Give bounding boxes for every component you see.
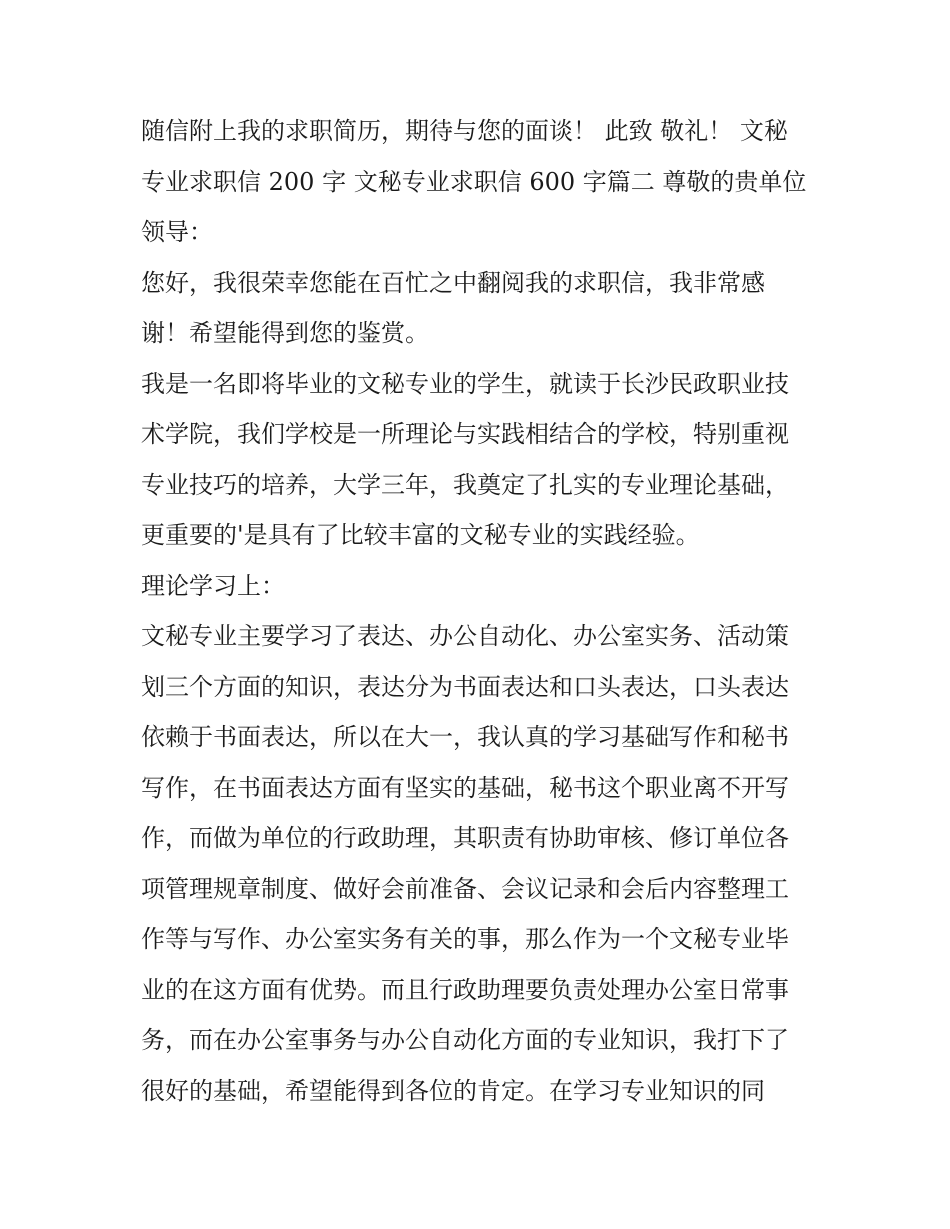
text-line: 术学院，我们学校是一所理论与实践相结合的学校，特别重视	[141, 420, 789, 448]
text-line: 业的在这方面有优势。而且行政助理要负责处理办公室日常事	[141, 975, 789, 1004]
text-line: 专业求职信 200 字 文秘专业求职信 600 字篇二 尊敬的贵单位	[141, 167, 807, 196]
text-line: 谢！希望能得到您的鉴赏。	[141, 319, 429, 347]
text-line: 我是一名即将毕业的文秘专业的学生，就读于长沙民政职业技	[141, 369, 789, 398]
text-line: 领导：	[141, 218, 213, 246]
text-line: 理论学习上：	[141, 571, 285, 600]
document-body	[141, 106, 821, 1116]
text-line: 依赖于书面表达，所以在大一，我认真的学习基础写作和秘书	[141, 723, 789, 751]
text-line: 作等与写作、办公室实务有关的事，那么作为一个文秘专业毕	[141, 925, 789, 953]
text-line: 文秘专业主要学习了表达、办公自动化、办公室实务、活动策	[141, 622, 789, 650]
text-line: 划三个方面的知识，表达分为书面表达和口头表达，口头表达	[141, 672, 789, 701]
text-line: 更重要的'是具有了比较丰富的文秘专业的实践经验。	[141, 521, 700, 549]
text-line: 务，而在办公室事务与办公自动化方面的专业知识，我打下了	[141, 1026, 789, 1054]
text-line: 专业技巧的培养，大学三年，我奠定了扎实的专业理论基础，	[141, 470, 789, 499]
text-line: 项管理规章制度、做好会前准备、会议记录和会后内容整理工	[141, 874, 789, 903]
text-line: 作，而做为单位的行政助理，其职责有协助审核、修订单位各	[141, 824, 789, 852]
text-line: 写作，在书面表达方面有坚实的基础，秘书这个职业离不开写	[141, 773, 789, 802]
text-line: 很好的基础，希望能得到各位的肯定。在学习专业知识的同	[141, 1076, 765, 1105]
text-line: 您好，我很荣幸您能在百忙之中翻阅我的求职信，我非常感	[141, 268, 765, 297]
text-line: 随信附上我的求职简历，期待与您的面谈！ 此致 敬礼！ 文秘	[141, 117, 788, 145]
